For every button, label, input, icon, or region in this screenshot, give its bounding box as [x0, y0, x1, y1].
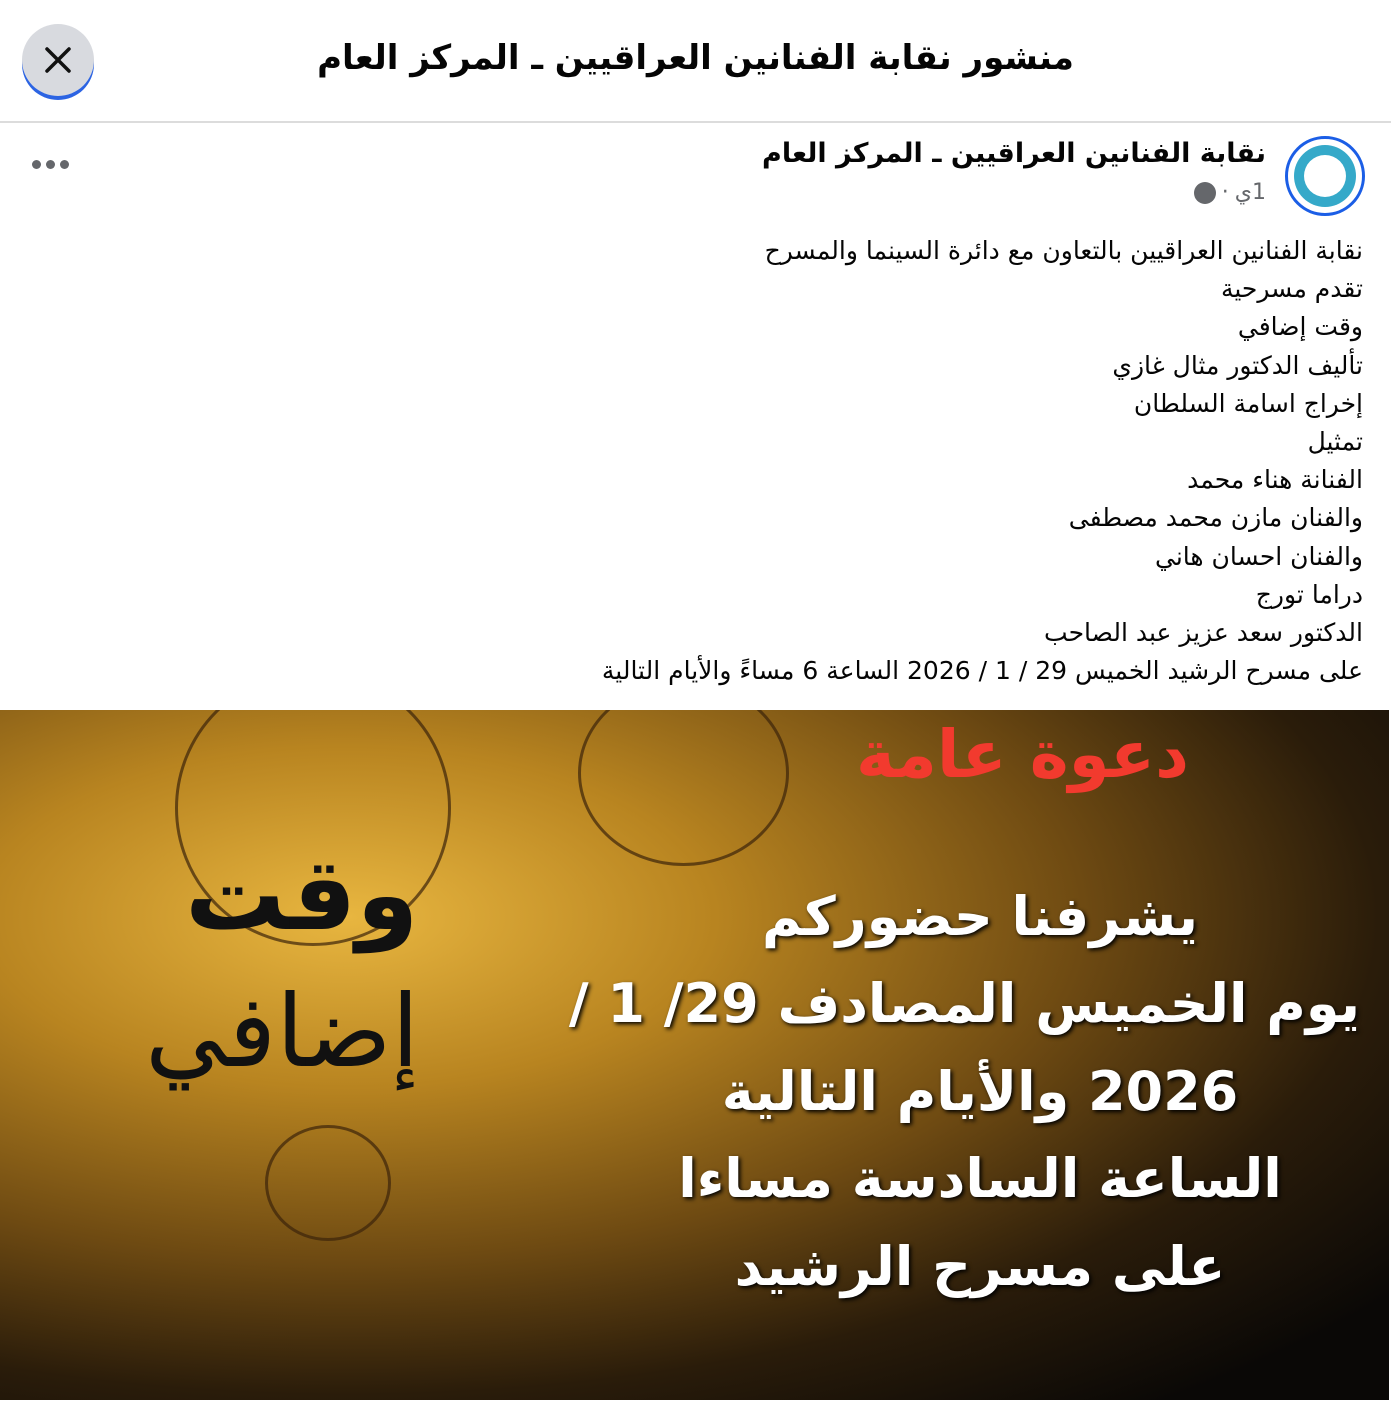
- author-name[interactable]: نقابة الفنانين العراقيين ـ المركز العام: [762, 138, 1266, 169]
- post-line: تمثيل: [1307, 427, 1363, 457]
- page-avatar[interactable]: [1285, 136, 1365, 216]
- post-line: وقت إضافي: [1237, 312, 1363, 342]
- poster-line: على مسرح الرشيد: [734, 1235, 1226, 1298]
- dialog-title: منشور نقابة الفنانين العراقيين ـ المركز العام: [317, 38, 1074, 78]
- clock-image: [578, 710, 789, 866]
- post-line: نقابة الفنانين العراقيين بالتعاون مع دائرة السينما والمسرح: [764, 236, 1363, 265]
- globe-icon: [1194, 182, 1216, 204]
- clock-image: [265, 1125, 391, 1241]
- post-line: على مسرح الرشيد الخميس 29 / 1 / 2026 الساعة 6 مساءً والأيام التالية: [601, 656, 1363, 686]
- poster-line: الساعة السادسة مساءا: [678, 1147, 1282, 1210]
- dialog-header: [0, 0, 1391, 123]
- poster-title: وقت: [185, 836, 419, 953]
- post-image[interactable]: [0, 710, 1389, 1400]
- poster-line: 2026 والأيام التالية: [721, 1060, 1239, 1123]
- poster-title: إضافي: [145, 973, 420, 1090]
- post-line: الدكتور سعد عزيز عبد الصاحب: [1044, 618, 1363, 648]
- post-time[interactable]: 1ي: [1234, 180, 1266, 205]
- post-line: تقدم مسرحية: [1220, 274, 1363, 304]
- post-line: دراما تورج: [1255, 579, 1363, 609]
- post-line: والفنان احسان هاني: [1155, 541, 1363, 571]
- poster-line: يوم الخميس المصادف 29/ 1 /: [568, 972, 1360, 1035]
- post-line: تأليف الدكتور مثال غازي: [1112, 350, 1363, 380]
- poster-line: يشرفنا حضوركم: [761, 885, 1199, 948]
- more-options-button[interactable]: [32, 160, 69, 169]
- post-line: إخراج اسامة السلطان: [1133, 388, 1363, 418]
- separator: ·: [1221, 180, 1229, 205]
- post-meta: [1194, 180, 1266, 205]
- post-line: والفنان مازن محمد مصطفى: [1068, 503, 1363, 533]
- post-line: الفنانة هناء محمد: [1187, 465, 1363, 495]
- poster-invite: دعوة عامة: [855, 716, 1189, 793]
- post-text: [23, 232, 1363, 690]
